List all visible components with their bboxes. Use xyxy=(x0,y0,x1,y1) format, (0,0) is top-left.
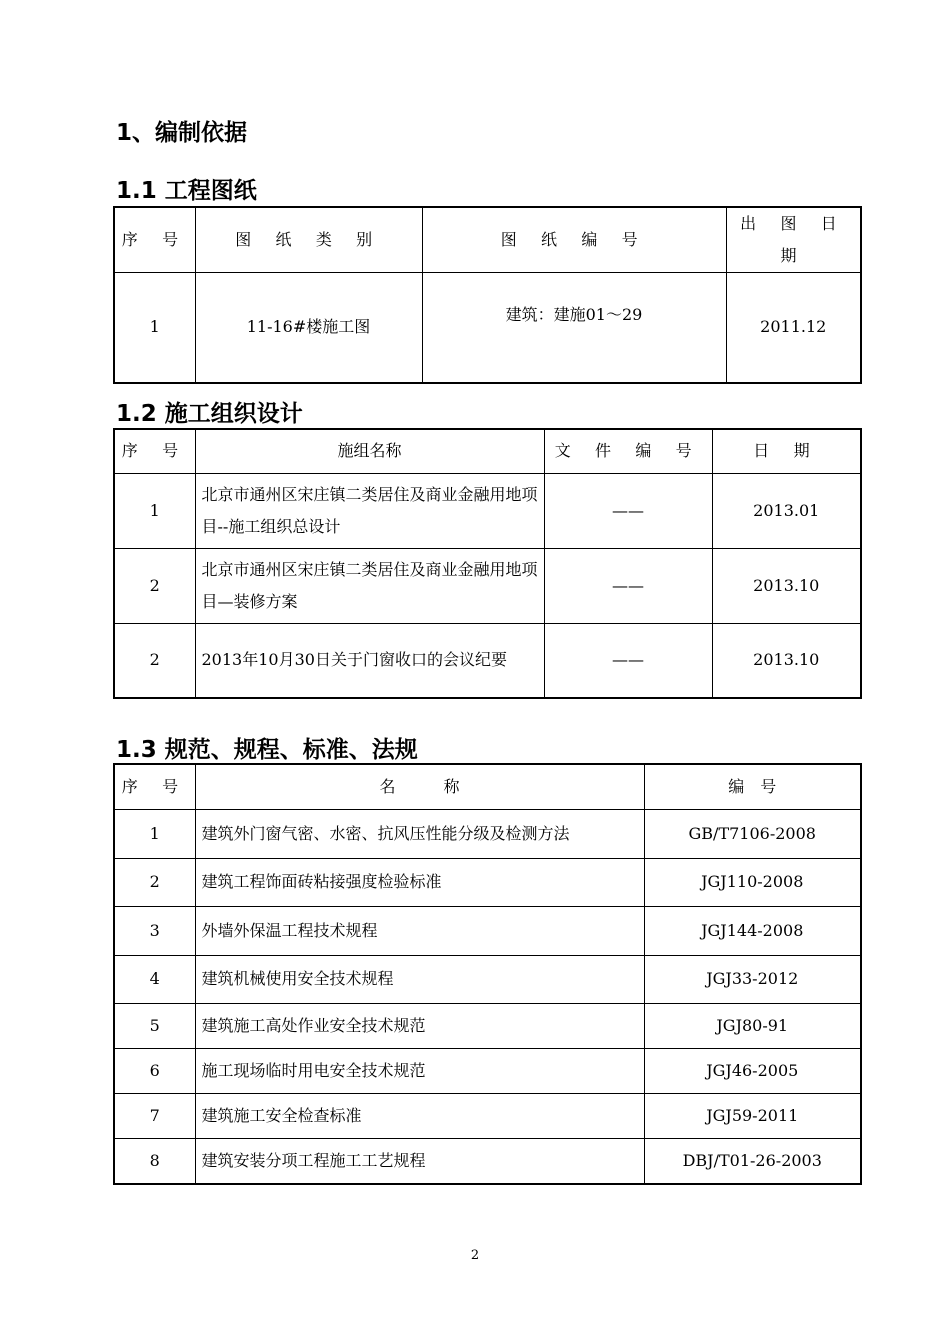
cell-date: 2013.10 xyxy=(712,623,861,698)
header-cell: 图 纸 编 号 xyxy=(422,207,726,273)
header-cell: 序 号 xyxy=(114,764,195,809)
header-cell: 名 称 xyxy=(195,764,644,809)
table-row xyxy=(114,858,861,906)
cell-name: 建筑机械使用安全技术规程 xyxy=(195,955,644,1003)
cell-code: JGJ144-2008 xyxy=(644,906,861,955)
header-cell: 施组名称 xyxy=(195,429,544,473)
construction-design-table xyxy=(113,428,862,699)
cell-date: 2013.01 xyxy=(712,473,861,548)
section-heading-main: 1、编制依据 xyxy=(116,120,248,146)
cell-index: 1 xyxy=(114,273,195,383)
cell-doc-number: —— xyxy=(544,623,712,698)
cell-number: 建筑：建施01～29 xyxy=(422,273,726,383)
table-row xyxy=(114,548,861,623)
cell-doc-number: —— xyxy=(544,473,712,548)
header-cell: 出 图 日 期 xyxy=(726,207,861,273)
cell-index: 1 xyxy=(114,809,195,858)
cell-name: 北京市通州区宋庄镇二类居住及商业金融用地项目—装修方案 xyxy=(195,548,544,623)
header-cell: 图 纸 类 别 xyxy=(195,207,422,273)
cell-index: 6 xyxy=(114,1048,195,1093)
header-cell: 序 号 xyxy=(114,207,195,273)
section-title-construction-design: 1.2 施工组织设计 xyxy=(116,401,303,427)
cell-name: 北京市通州区宋庄镇二类居住及商业金融用地项目--施工组织总设计 xyxy=(195,473,544,548)
table-header-row xyxy=(114,764,861,809)
cell-index: 5 xyxy=(114,1003,195,1048)
cell-category: 11-16#楼施工图 xyxy=(195,273,422,383)
table-row xyxy=(114,623,861,698)
cell-doc-number: —— xyxy=(544,548,712,623)
section-title-drawings: 1.1 工程图纸 xyxy=(116,178,257,204)
cell-index: 2 xyxy=(114,858,195,906)
cell-name: 建筑外门窗气密、水密、抗风压性能分级及检测方法 xyxy=(195,809,644,858)
cell-code: JGJ33-2012 xyxy=(644,955,861,1003)
cell-code: GB/T7106-2008 xyxy=(644,809,861,858)
cell-date: 2011.12 xyxy=(726,273,861,383)
cell-name: 建筑安装分项工程施工工艺规程 xyxy=(195,1138,644,1184)
header-cell: 日 期 xyxy=(712,429,861,473)
table-row xyxy=(114,273,861,383)
table-row xyxy=(114,1048,861,1093)
cell-index: 3 xyxy=(114,906,195,955)
cell-index: 1 xyxy=(114,473,195,548)
cell-name: 建筑工程饰面砖粘接强度检验标准 xyxy=(195,858,644,906)
cell-date: 2013.10 xyxy=(712,548,861,623)
header-cell: 文 件 编 号 xyxy=(544,429,712,473)
table-row xyxy=(114,1138,861,1184)
cell-name: 施工现场临时用电安全技术规范 xyxy=(195,1048,644,1093)
section-title-standards: 1.3 规范、规程、标准、法规 xyxy=(116,737,418,763)
cell-index: 7 xyxy=(114,1093,195,1138)
page-number: 2 xyxy=(470,1248,480,1263)
cell-index: 4 xyxy=(114,955,195,1003)
table-row xyxy=(114,1093,861,1138)
cell-name: 建筑施工安全检查标准 xyxy=(195,1093,644,1138)
table-row xyxy=(114,473,861,548)
standards-table xyxy=(113,763,862,1185)
table-header-row xyxy=(114,429,861,473)
header-cell: 序 号 xyxy=(114,429,195,473)
table-row xyxy=(114,906,861,955)
table-header-row xyxy=(114,207,861,273)
cell-name: 建筑施工高处作业安全技术规范 xyxy=(195,1003,644,1048)
table-row xyxy=(114,1003,861,1048)
cell-index: 2 xyxy=(114,548,195,623)
cell-index: 2 xyxy=(114,623,195,698)
cell-name: 2013年10月30日关于门窗收口的会议纪要 xyxy=(195,623,544,698)
header-cell: 编 号 xyxy=(644,764,861,809)
drawings-table xyxy=(113,206,862,384)
cell-code: JGJ46-2005 xyxy=(644,1048,861,1093)
table-row xyxy=(114,809,861,858)
cell-name: 外墙外保温工程技术规程 xyxy=(195,906,644,955)
cell-code: JGJ59-2011 xyxy=(644,1093,861,1138)
table-row xyxy=(114,955,861,1003)
cell-code: JGJ80-91 xyxy=(644,1003,861,1048)
cell-code: DBJ/T01-26-2003 xyxy=(644,1138,861,1184)
cell-code: JGJ110-2008 xyxy=(644,858,861,906)
cell-index: 8 xyxy=(114,1138,195,1184)
